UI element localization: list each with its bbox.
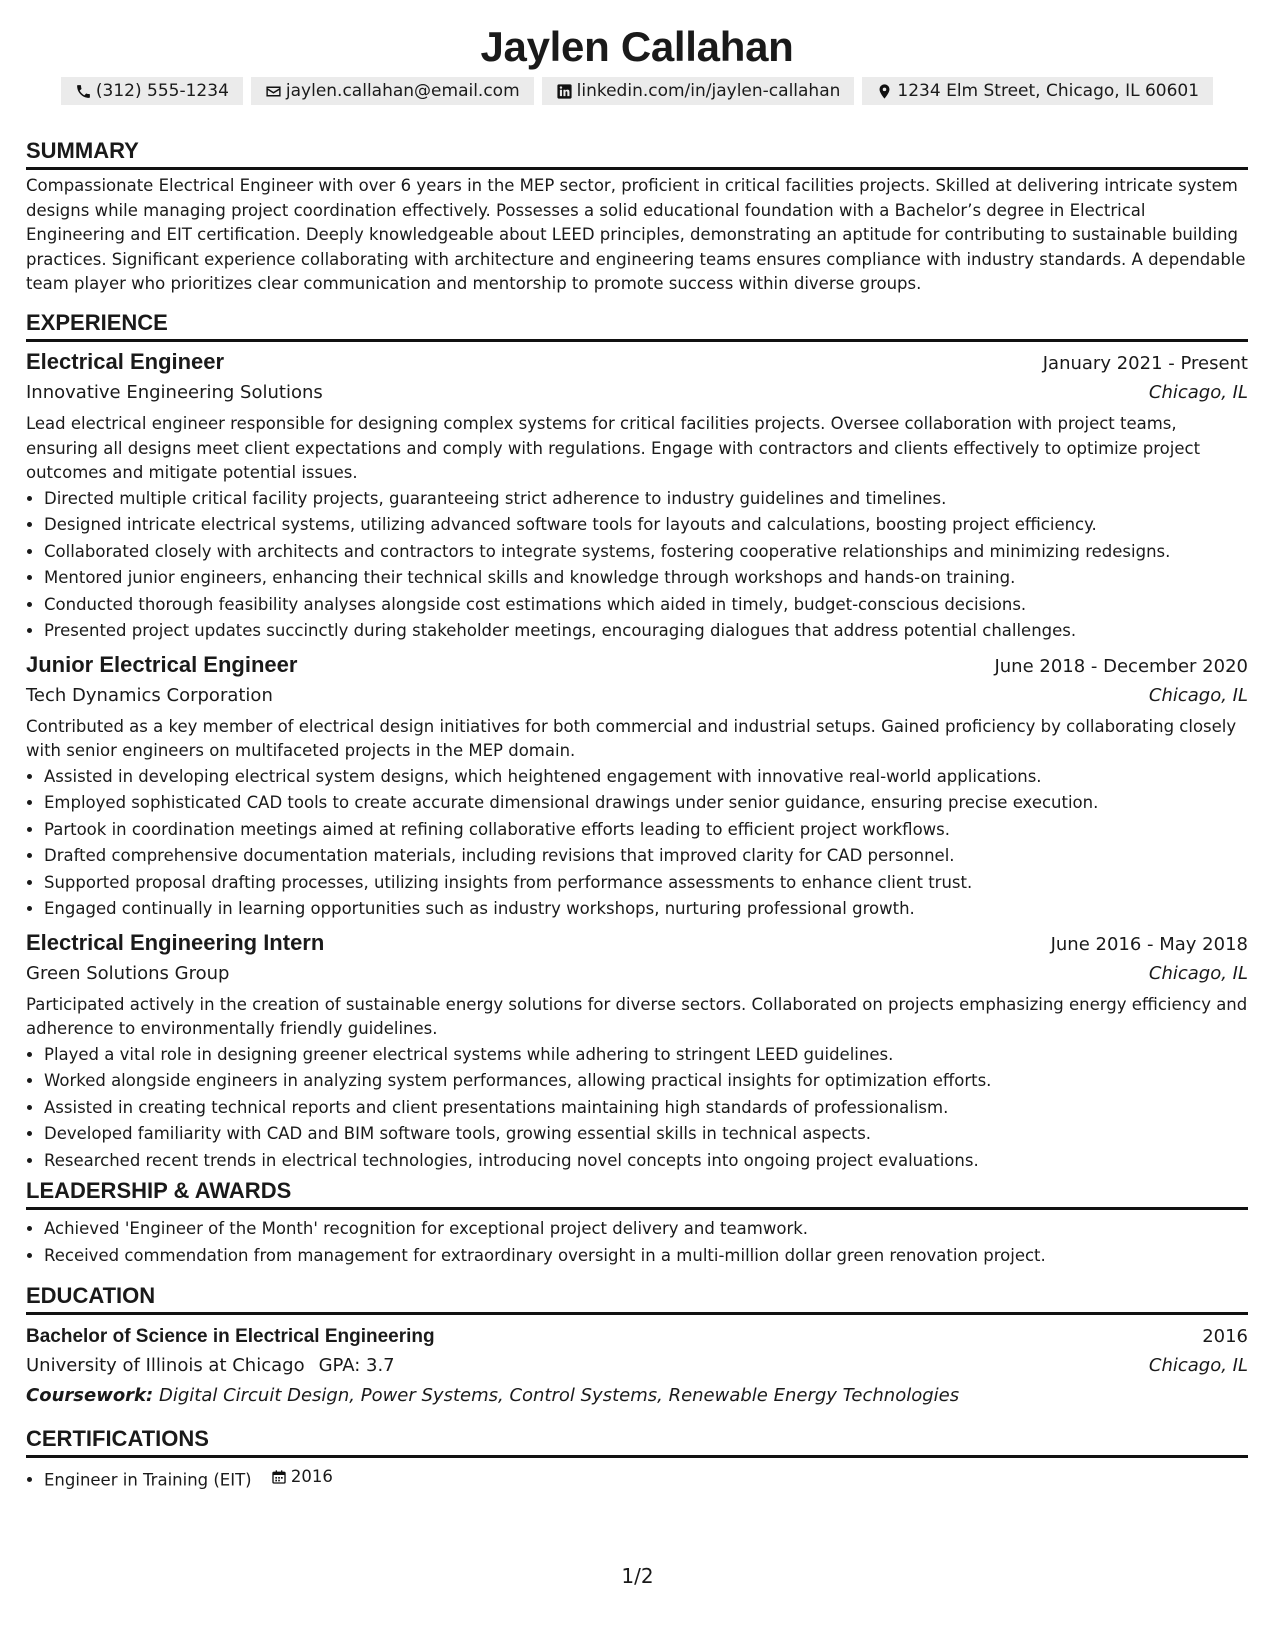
phone-chip[interactable]: [61, 77, 243, 105]
linkedin-chip[interactable]: [542, 77, 855, 105]
degree-title: Bachelor of Science in Electrical Engineering: [26, 1326, 435, 1347]
company-name: Innovative Engineering Solutions: [26, 382, 323, 403]
job-entry: [26, 348, 1248, 645]
company-name: Green Solutions Group: [26, 962, 230, 984]
list-item: • Received commendation from management for extraordinary oversight in a multi-million dollar green renovation project.: [44, 1243, 1248, 1270]
list-item: • Played a vital role in designing greener electrical systems while adhering to stringent LEED guidelines.: [44, 1042, 1248, 1069]
cert-list: [26, 1464, 1248, 1494]
list-item: • Mentored junior engineers, enhancing their technical skills and knowledge through workshops and hands-on training.: [44, 565, 1248, 592]
address-text: 1234 Elm Street, Chicago, IL 60601: [897, 81, 1200, 101]
job-dates: June 2018 - December 2020: [994, 655, 1248, 677]
list-item: • Supported proposal drafting processes, utilizing insights from performance assessments to enhance client trust.: [44, 870, 1248, 897]
cert-name: Engineer in Training (EIT): [44, 1470, 252, 1490]
job-dates: June 2016 - May 2018: [1050, 933, 1248, 955]
list-item: • Assisted in developing electrical system designs, which heightened engagement with innovative real-world applications.: [44, 764, 1248, 791]
list-item: • Worked alongside engineers in analyzing system performances, allowing practical insights for optimization efforts.: [44, 1068, 1248, 1095]
leadership-section: [26, 1178, 1248, 1269]
section-title: EDUCATION: [26, 1283, 1248, 1315]
coursework: [26, 1381, 1248, 1411]
job-location: Chicago, IL: [1148, 382, 1248, 403]
list-item: • Conducted thorough feasibility analyses alongside cost estimations which aided in timely, budget-conscious decisions.: [44, 592, 1248, 619]
linkedin-text: linkedin.com/in/jaylen-callahan: [576, 81, 841, 101]
list-item: • Drafted comprehensive documentation materials, including revisions that improved clarity for CAD personnel.: [44, 843, 1248, 870]
calendar-icon: [271, 1469, 287, 1485]
job-location: Chicago, IL: [1148, 684, 1248, 706]
email-text: jaylen.callahan@email.com: [285, 81, 520, 101]
job-entry: [26, 651, 1248, 923]
section-title: EXPERIENCE: [26, 310, 1248, 342]
candidate-name: Jaylen Callahan: [480, 23, 794, 70]
job-title: Electrical Engineering Intern: [26, 929, 325, 955]
job-bullets: [26, 764, 1248, 923]
company-name: Tech Dynamics Corporation: [26, 684, 273, 706]
gpa: GPA: 3.7: [318, 1355, 395, 1376]
list-item: • Directed multiple critical facility projects, guaranteeing strict adherence to industry guidelines and timelines.: [44, 486, 1248, 513]
job-title: Electrical Engineer: [26, 349, 225, 374]
job-location: Chicago, IL: [1148, 962, 1248, 984]
resume-page: [26, 0, 1248, 1490]
list-item: • Researched recent trends in electrical technologies, introducing novel concepts into ongoing project evaluations.: [44, 1148, 1248, 1175]
list-item: • Collaborated closely with architects and contractors to integrate systems, fostering cooperative relationships and minimizing redesigns.: [44, 539, 1248, 566]
job-title: Junior Electrical Engineer: [26, 651, 298, 677]
list-item: • Achieved 'Engineer of the Month' recognition for exceptional project delivery and teamwork.: [44, 1216, 1248, 1243]
list-item: • Partook in coordination meetings aimed at refining collaborative efforts leading to efficient project workflows.: [44, 817, 1248, 844]
job-description: Participated actively in the creation of sustainable energy solutions for diverse sectors. Collaborated on projects emphasizing energy efficiency and adherence to environmentally friendly guidelines.: [26, 994, 1248, 1038]
cert-date: [271, 1464, 333, 1491]
email-chip[interactable]: [251, 77, 534, 105]
linkedin-icon: [556, 83, 573, 100]
list-item: • Designed intricate electrical systems, utilizing advanced software tools for layouts and calculations, boosting project efficiency.: [44, 512, 1248, 539]
list-item: • Engaged continually in learning opportunities such as industry workshops, nurturing professional growth.: [44, 896, 1248, 923]
list-item: • Developed familiarity with CAD and BIM software tools, growing essential skills in technical aspects.: [44, 1121, 1248, 1148]
job-dates: January 2021 - Present: [1042, 353, 1248, 374]
job-entry: [26, 929, 1248, 1175]
award-bullets: [26, 1216, 1248, 1269]
section-title: SUMMARY: [26, 138, 1248, 170]
map-pin-icon: [876, 83, 893, 100]
experience-section: [26, 310, 1248, 1174]
education-section: [26, 1283, 1248, 1411]
list-item: • Employed sophisticated CAD tools to create accurate dimensional drawings under senior guidance, ensuring precise execution.: [44, 790, 1248, 817]
cert-date-text: 2016: [290, 1467, 333, 1486]
list-item: • Presented project updates succinctly during stakeholder meetings, encouraging dialogues that address potential challenges.: [44, 618, 1248, 645]
school-location: Chicago, IL: [1148, 1355, 1248, 1376]
certifications-section: [26, 1426, 1248, 1494]
job-description: Lead electrical engineer responsible for designing complex systems for critical facilities projects. Oversee collaboration with project teams, ensuring all designs meet client expectations and comply with regulations. Engage with contractors and clients effectively to optimize project outcomes and mitigate potential issues.: [26, 414, 1201, 482]
summary-section: [26, 138, 1248, 297]
job-bullets: [26, 1042, 1248, 1175]
section-title: CERTIFICATIONS: [26, 1426, 1248, 1458]
contact-bar: [26, 77, 1248, 105]
list-item: • Assisted in creating technical reports and client presentations maintaining high standards of professionalism.: [44, 1095, 1248, 1122]
list-item: [44, 1464, 1248, 1494]
coursework-list: Digital Circuit Design, Power Systems, Control Systems, Renewable Energy Technologies: [158, 1385, 960, 1406]
summary-text: Compassionate Electrical Engineer with over 6 years in the MEP sector, proficient in critical facilities projects. Skilled at delivering intricate system designs while managing project coordination effectively. Possesses a solid educational foundation with a Bachelor’s degree in Electrical Engineering and EIT certification. Deeply knowledgeable about LEED principles, demonstrating an aptitude for contributing to sustainable building practices. Significant experience collaborating with architecture and engineering teams ensures compliance with industry standards. A dependable team player who prioritizes clear communication and mentorship to promote success within diverse groups.: [26, 176, 1246, 293]
graduation-year: 2016: [1202, 1326, 1248, 1347]
address-chip[interactable]: [862, 77, 1213, 105]
job-bullets: [26, 486, 1248, 645]
job-description: Contributed as a key member of electrical design initiatives for both commercial and industrial setups. Gained proficiency by collaborating closely with senior engineers on multifaceted projects in the MEP domain.: [26, 716, 1237, 760]
coursework-label: Coursework:: [26, 1385, 154, 1406]
envelope-icon: [265, 83, 282, 100]
section-title: LEADERSHIP & AWARDS: [26, 1178, 1248, 1210]
page-number: 1/2: [621, 1564, 654, 1588]
phone-icon: [75, 83, 92, 100]
phone-text: (312) 555-1234: [95, 81, 229, 101]
school-name: University of Illinois at Chicago: [26, 1355, 305, 1376]
